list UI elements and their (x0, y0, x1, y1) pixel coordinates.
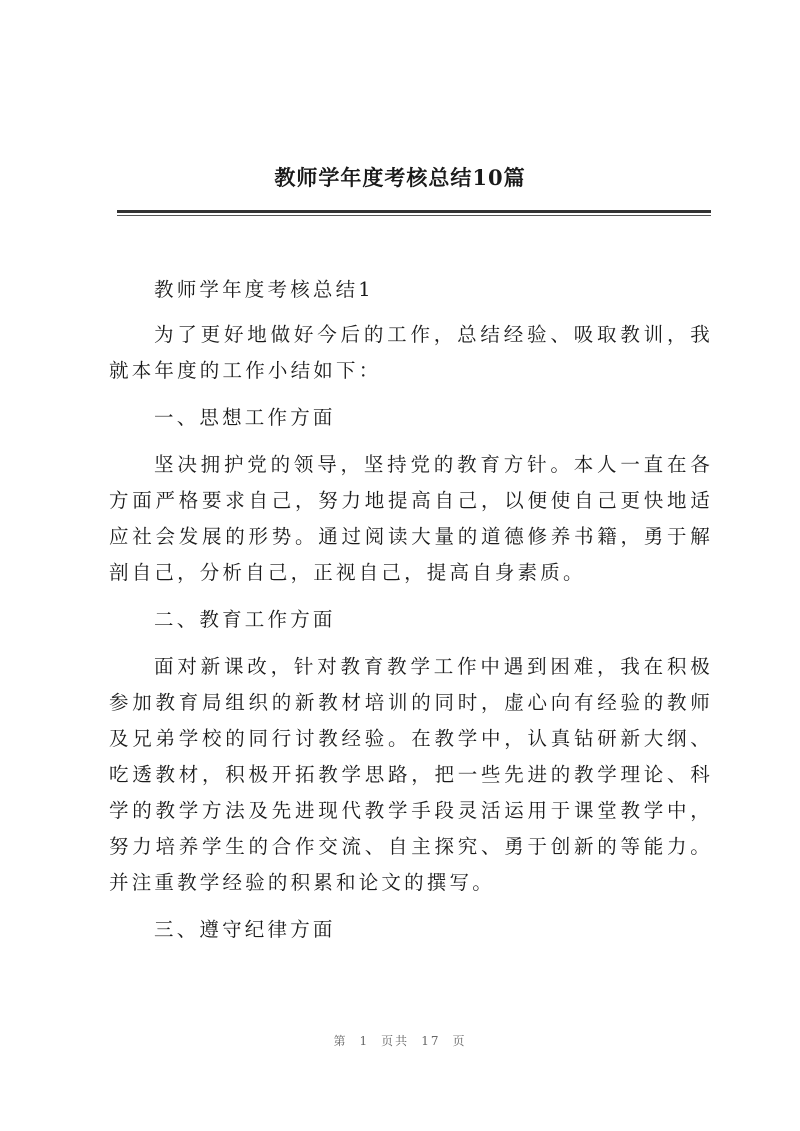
footer-middle: 页共 (381, 1034, 410, 1048)
title-rule-thin (117, 215, 711, 216)
title-rule-thick (117, 210, 711, 213)
section-heading-education: 二、教育工作方面 (154, 608, 336, 631)
section-heading-thought: 一、思想工作方面 (154, 406, 336, 429)
footer-suffix: 页 (452, 1034, 467, 1048)
section-heading-discipline: 三、遵守纪律方面 (154, 918, 336, 941)
footer-prefix: 第 (333, 1034, 348, 1048)
document-body (109, 272, 713, 948)
footer-current-page: 1 (359, 1034, 370, 1048)
intro-paragraph: 为了更好地做好今后的工作，总结经验、吸取教训，我就本年度的工作小结如下： (109, 323, 713, 382)
document-title: 教师学年度考核总结10篇 (274, 165, 526, 190)
footer-total-pages: 17 (421, 1034, 441, 1048)
section-body-thought: 坚决拥护党的领导，坚持党的教育方针。本人一直在各方面严格要求自己，努力地提高自己，以便使自己更快地适应社会发展的形势。通过阅读大量的道德修养书籍，勇于解剖自己，分析自己，正视自己，提高自身素质。 (109, 453, 713, 584)
section-title: 教师学年度考核总结1 (154, 278, 374, 301)
page-footer (0, 1032, 800, 1049)
section-body-education: 面对新课改，针对教育教学工作中遇到困难，我在积极参加教育局组织的新教材培训的同时，虚心向有经验的教师及兄弟学校的同行讨教经验。在教学中，认真钻研新大纲、吃透教材，积极开拓教学思路，把一些先进的教学理论、科学的教学方法及先进现代教学手段灵活运用于课堂教学中，努力培养学生的合作交流、自主探究、勇于创新的等能力。并注重教学经验的积累和论文的撰写。 (109, 655, 713, 894)
